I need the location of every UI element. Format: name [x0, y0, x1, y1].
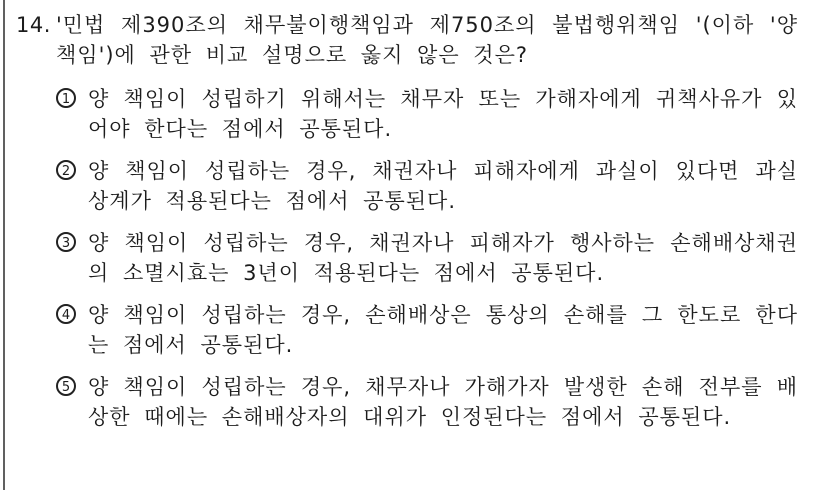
option-5 — [56, 372, 798, 432]
option-2-marker: 2 — [56, 160, 76, 180]
option-5-text: 양 책임이 성립하는 경우, 채무자나 가해가자 발생한 손해 전부를 배상한 때에는 손해배상자의 대위가 인정된다는 점에서 공통된다. — [88, 375, 798, 429]
options-list — [16, 84, 798, 432]
question-block — [16, 10, 798, 70]
option-3-text: 양 책임이 성립하는 경우, 채권자나 피해자가 행사하는 손해배상채권의 소멸시효는 3년이 적용된다는 점에서 공통된다. — [88, 231, 798, 285]
option-2-text: 양 책임이 성립하는 경우, 채권자나 피해자에게 과실이 있다면 과실상계가 적용된다는 점에서 공통된다. — [88, 159, 798, 213]
option-4 — [56, 300, 798, 360]
exam-page — [16, 10, 798, 432]
option-3-marker: 3 — [56, 232, 76, 252]
option-1-marker: 1 — [56, 88, 76, 108]
option-3 — [56, 228, 798, 288]
option-1-text: 양 책임이 성립하기 위해서는 채무자 또는 가해자에게 귀책사유가 있어야 한다는 점에서 공통된다. — [88, 87, 798, 141]
option-4-text: 양 책임이 성립하는 경우, 손해배상은 통상의 손해를 그 한도로 한다는 점에서 공통된다. — [88, 303, 798, 357]
question-number: 14. — [16, 13, 51, 37]
option-5-marker: 5 — [56, 376, 76, 396]
question-text: '민법 제390조의 채무불이행책임과 제750조의 불법행위책임 '(이하 '양 책임')에 관한 비교 설명으로 옳지 않은 것은? — [56, 13, 798, 67]
option-4-marker: 4 — [56, 304, 76, 324]
option-2 — [56, 156, 798, 216]
left-border-rule — [3, 0, 5, 490]
option-1 — [56, 84, 798, 144]
